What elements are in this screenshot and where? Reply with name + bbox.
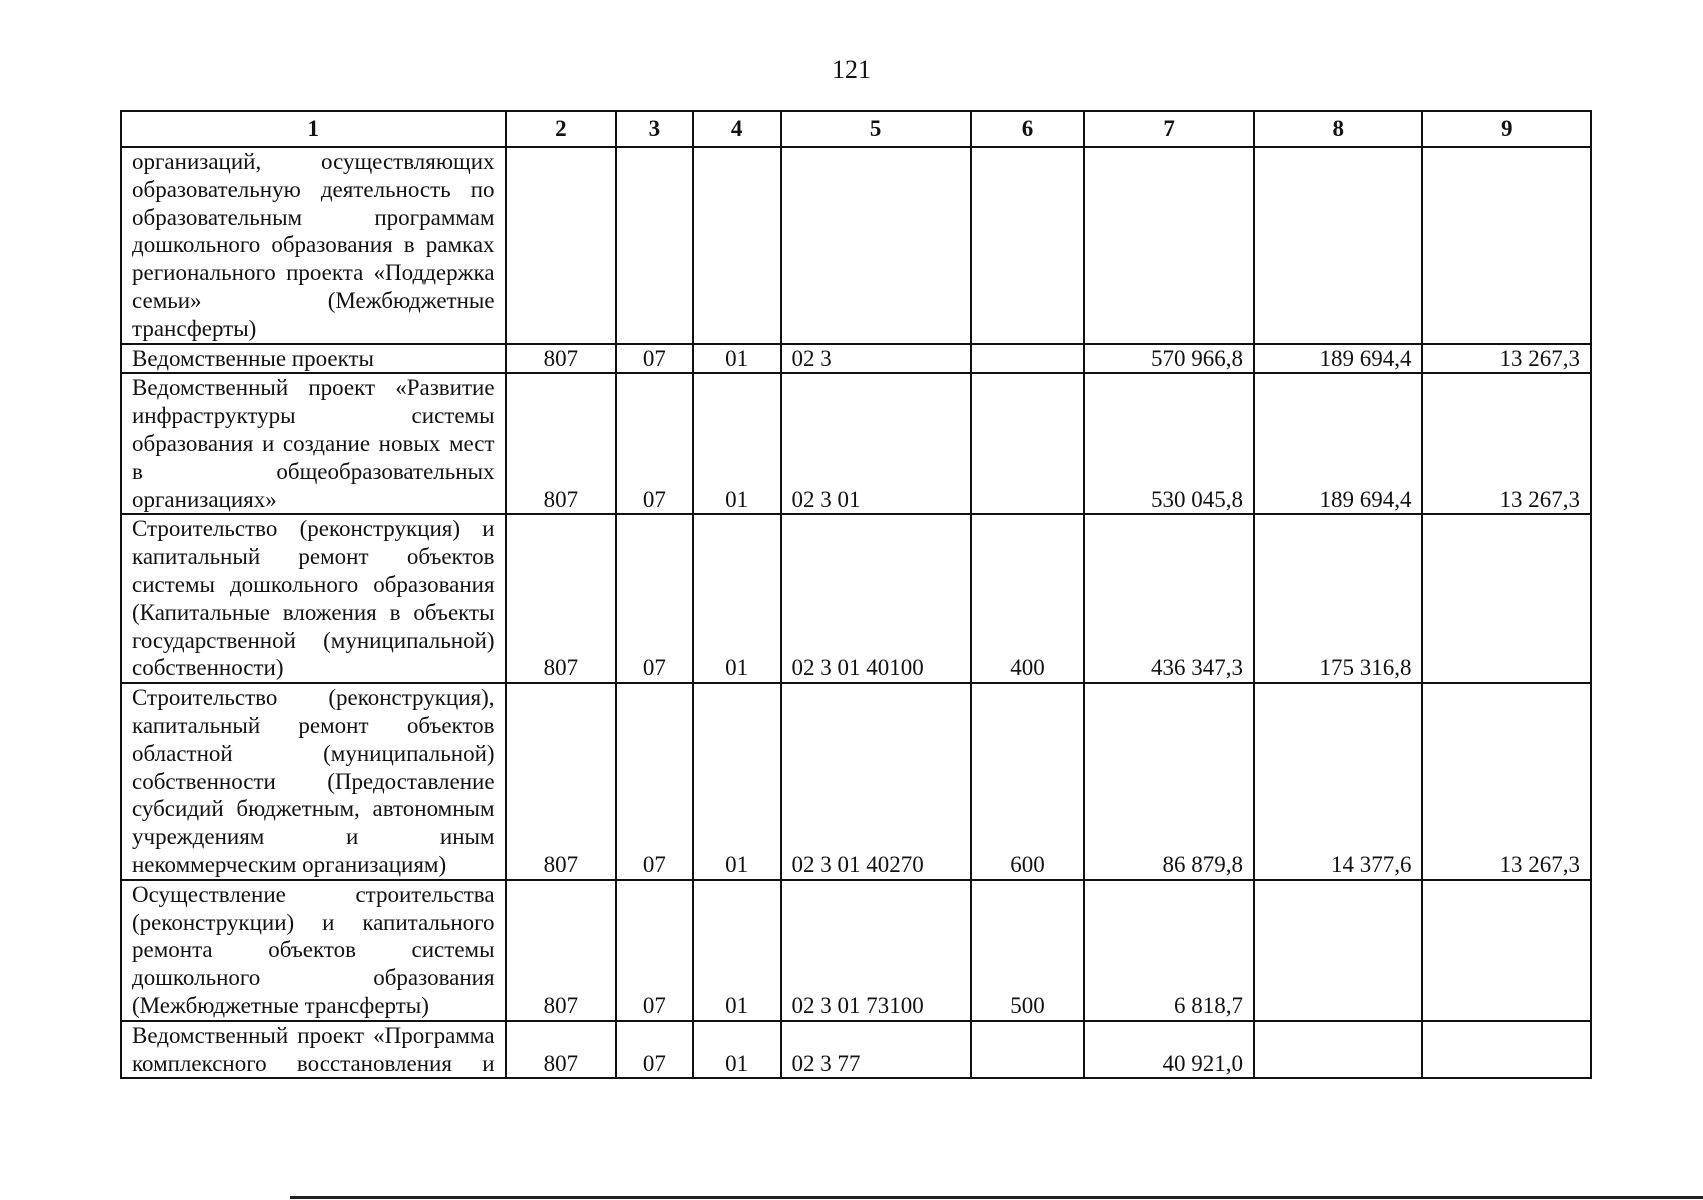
cell-col-8: 14 377,6 bbox=[1254, 683, 1423, 880]
description-line: Осуществление строительства bbox=[132, 881, 495, 907]
cell-col-8: 189 694,4 bbox=[1254, 373, 1423, 514]
description-line: трансферты) bbox=[132, 315, 257, 341]
cell-col-2: 807 bbox=[506, 344, 617, 374]
cell-col-6 bbox=[971, 344, 1085, 374]
cell-col-4: 01 bbox=[693, 373, 781, 514]
cell-col-6: 500 bbox=[971, 880, 1085, 1021]
table-row bbox=[121, 147, 1591, 344]
header-row bbox=[121, 111, 1591, 147]
budget-table bbox=[120, 110, 1592, 1079]
col-header-9: 9 bbox=[1422, 111, 1591, 147]
cell-col-3: 07 bbox=[616, 880, 692, 1021]
cell-col-9 bbox=[1422, 880, 1591, 1021]
cell-col-7: 570 966,8 bbox=[1084, 344, 1254, 374]
row-description bbox=[121, 683, 506, 880]
cell-col-8: 175 316,8 bbox=[1254, 514, 1423, 683]
cell-col-6: 600 bbox=[971, 683, 1085, 880]
description-line: ремонта объектов системы bbox=[132, 937, 495, 963]
col-header-5: 5 bbox=[781, 111, 971, 147]
description-line: Ведомственные проекты bbox=[132, 345, 374, 371]
cell-col-7: 530 045,8 bbox=[1084, 373, 1254, 514]
cell-col-8 bbox=[1254, 880, 1423, 1021]
cell-col-3: 07 bbox=[616, 373, 692, 514]
description-line: образовательным программам bbox=[132, 204, 495, 230]
row-description bbox=[121, 880, 506, 1021]
cell-col-8: 189 694,4 bbox=[1254, 344, 1423, 374]
bottom-rule bbox=[290, 1196, 1703, 1199]
cell-col-5: 02 3 77 bbox=[781, 1021, 971, 1079]
cell-col-6 bbox=[971, 1021, 1085, 1079]
cell-col-2: 807 bbox=[506, 1021, 617, 1079]
cell-col-7: 6 818,7 bbox=[1084, 880, 1254, 1021]
description-line: некоммерческим организациям) bbox=[132, 851, 447, 877]
cell-col-5 bbox=[781, 147, 971, 344]
cell-col-3: 07 bbox=[616, 514, 692, 683]
table-row bbox=[121, 514, 1591, 683]
table-row bbox=[121, 683, 1591, 880]
table-row bbox=[121, 373, 1591, 514]
cell-col-3: 07 bbox=[616, 1021, 692, 1079]
col-header-8: 8 bbox=[1254, 111, 1423, 147]
cell-col-6: 400 bbox=[971, 514, 1085, 683]
description-line: капитальный ремонт объектов bbox=[132, 544, 495, 570]
cell-col-9: 13 267,3 bbox=[1422, 373, 1591, 514]
description-line: в общеобразовательных bbox=[132, 458, 495, 484]
col-header-1: 1 bbox=[121, 111, 506, 147]
description-line: Ведомственный проект «Развитие bbox=[132, 375, 495, 401]
cell-col-6 bbox=[971, 147, 1085, 344]
description-line: собственности) bbox=[132, 655, 284, 681]
cell-col-2: 807 bbox=[506, 373, 617, 514]
description-line: капитальный ремонт объектов bbox=[132, 712, 495, 738]
page-number: 121 bbox=[832, 55, 871, 84]
description-line: образования и создание новых мест bbox=[132, 430, 495, 456]
description-line: инфраструктуры системы bbox=[132, 403, 495, 429]
cell-col-4: 01 bbox=[693, 344, 781, 374]
cell-col-9: 13 267,3 bbox=[1422, 683, 1591, 880]
description-line: Ведомственный проект «Программа bbox=[132, 1022, 495, 1048]
cell-col-7: 86 879,8 bbox=[1084, 683, 1254, 880]
cell-col-5: 02 3 01 73100 bbox=[781, 880, 971, 1021]
cell-col-5: 02 3 bbox=[781, 344, 971, 374]
cell-col-2 bbox=[506, 147, 617, 344]
col-header-7: 7 bbox=[1084, 111, 1254, 147]
table-row bbox=[121, 880, 1591, 1021]
row-description bbox=[121, 514, 506, 683]
col-header-6: 6 bbox=[971, 111, 1085, 147]
row-description bbox=[121, 1021, 506, 1079]
col-header-3: 3 bbox=[616, 111, 692, 147]
cell-col-4 bbox=[693, 147, 781, 344]
table-row bbox=[121, 1021, 1591, 1079]
cell-col-7: 40 921,0 bbox=[1084, 1021, 1254, 1079]
cell-col-3: 07 bbox=[616, 344, 692, 374]
cell-col-9 bbox=[1422, 514, 1591, 683]
col-header-2: 2 bbox=[506, 111, 617, 147]
description-line: (Межбюджетные трансферты) bbox=[132, 992, 429, 1018]
description-line: организациях» bbox=[132, 486, 277, 512]
cell-col-9: 13 267,3 bbox=[1422, 344, 1591, 374]
table-body bbox=[121, 147, 1591, 1078]
description-line: Строительство (реконструкция), bbox=[132, 685, 495, 711]
cell-col-7 bbox=[1084, 147, 1254, 344]
cell-col-9 bbox=[1422, 147, 1591, 344]
cell-col-2: 807 bbox=[506, 683, 617, 880]
cell-col-4: 01 bbox=[693, 880, 781, 1021]
table-row bbox=[121, 344, 1591, 374]
description-line: организаций, осуществляющих bbox=[132, 149, 495, 174]
cell-col-8 bbox=[1254, 147, 1423, 344]
cell-col-4: 01 bbox=[693, 514, 781, 683]
cell-col-5: 02 3 01 bbox=[781, 373, 971, 514]
cell-col-5: 02 3 01 40100 bbox=[781, 514, 971, 683]
cell-col-2: 807 bbox=[506, 514, 617, 683]
description-line: дошкольного образования bbox=[132, 965, 495, 991]
description-line: учреждениям и иным bbox=[132, 824, 495, 850]
cell-col-9 bbox=[1422, 1021, 1591, 1079]
row-description bbox=[121, 147, 506, 344]
cell-col-6 bbox=[971, 373, 1085, 514]
description-line: Строительство (реконструкция) и bbox=[132, 516, 495, 542]
description-line: собственности (Предоставление bbox=[132, 768, 495, 794]
cell-col-3: 07 bbox=[616, 683, 692, 880]
description-line: (Капитальные вложения в объекты bbox=[132, 599, 495, 625]
cell-col-4: 01 bbox=[693, 683, 781, 880]
row-description bbox=[121, 373, 506, 514]
cell-col-4: 01 bbox=[693, 1021, 781, 1079]
description-line: регионального проекта «Поддержка bbox=[132, 260, 495, 286]
cell-col-7: 436 347,3 bbox=[1084, 514, 1254, 683]
description-line: семьи» (Межбюджетные bbox=[132, 287, 495, 313]
description-line: государственной (муниципальной) bbox=[132, 627, 495, 653]
description-line: образовательную деятельность по bbox=[132, 176, 495, 202]
description-line: дошкольного образования в рамках bbox=[132, 232, 495, 258]
description-line: субсидий бюджетным, автономным bbox=[132, 796, 495, 822]
description-line: системы дошкольного образования bbox=[132, 571, 495, 597]
cell-col-2: 807 bbox=[506, 880, 617, 1021]
col-header-4: 4 bbox=[693, 111, 781, 147]
cell-col-3 bbox=[616, 147, 692, 344]
description-line: комплексного восстановления и bbox=[132, 1050, 495, 1076]
row-description bbox=[121, 344, 506, 374]
description-line: областной (муниципальной) bbox=[132, 740, 495, 766]
cell-col-8 bbox=[1254, 1021, 1423, 1079]
cell-col-5: 02 3 01 40270 bbox=[781, 683, 971, 880]
description-line: (реконструкции) и капитального bbox=[132, 909, 495, 935]
